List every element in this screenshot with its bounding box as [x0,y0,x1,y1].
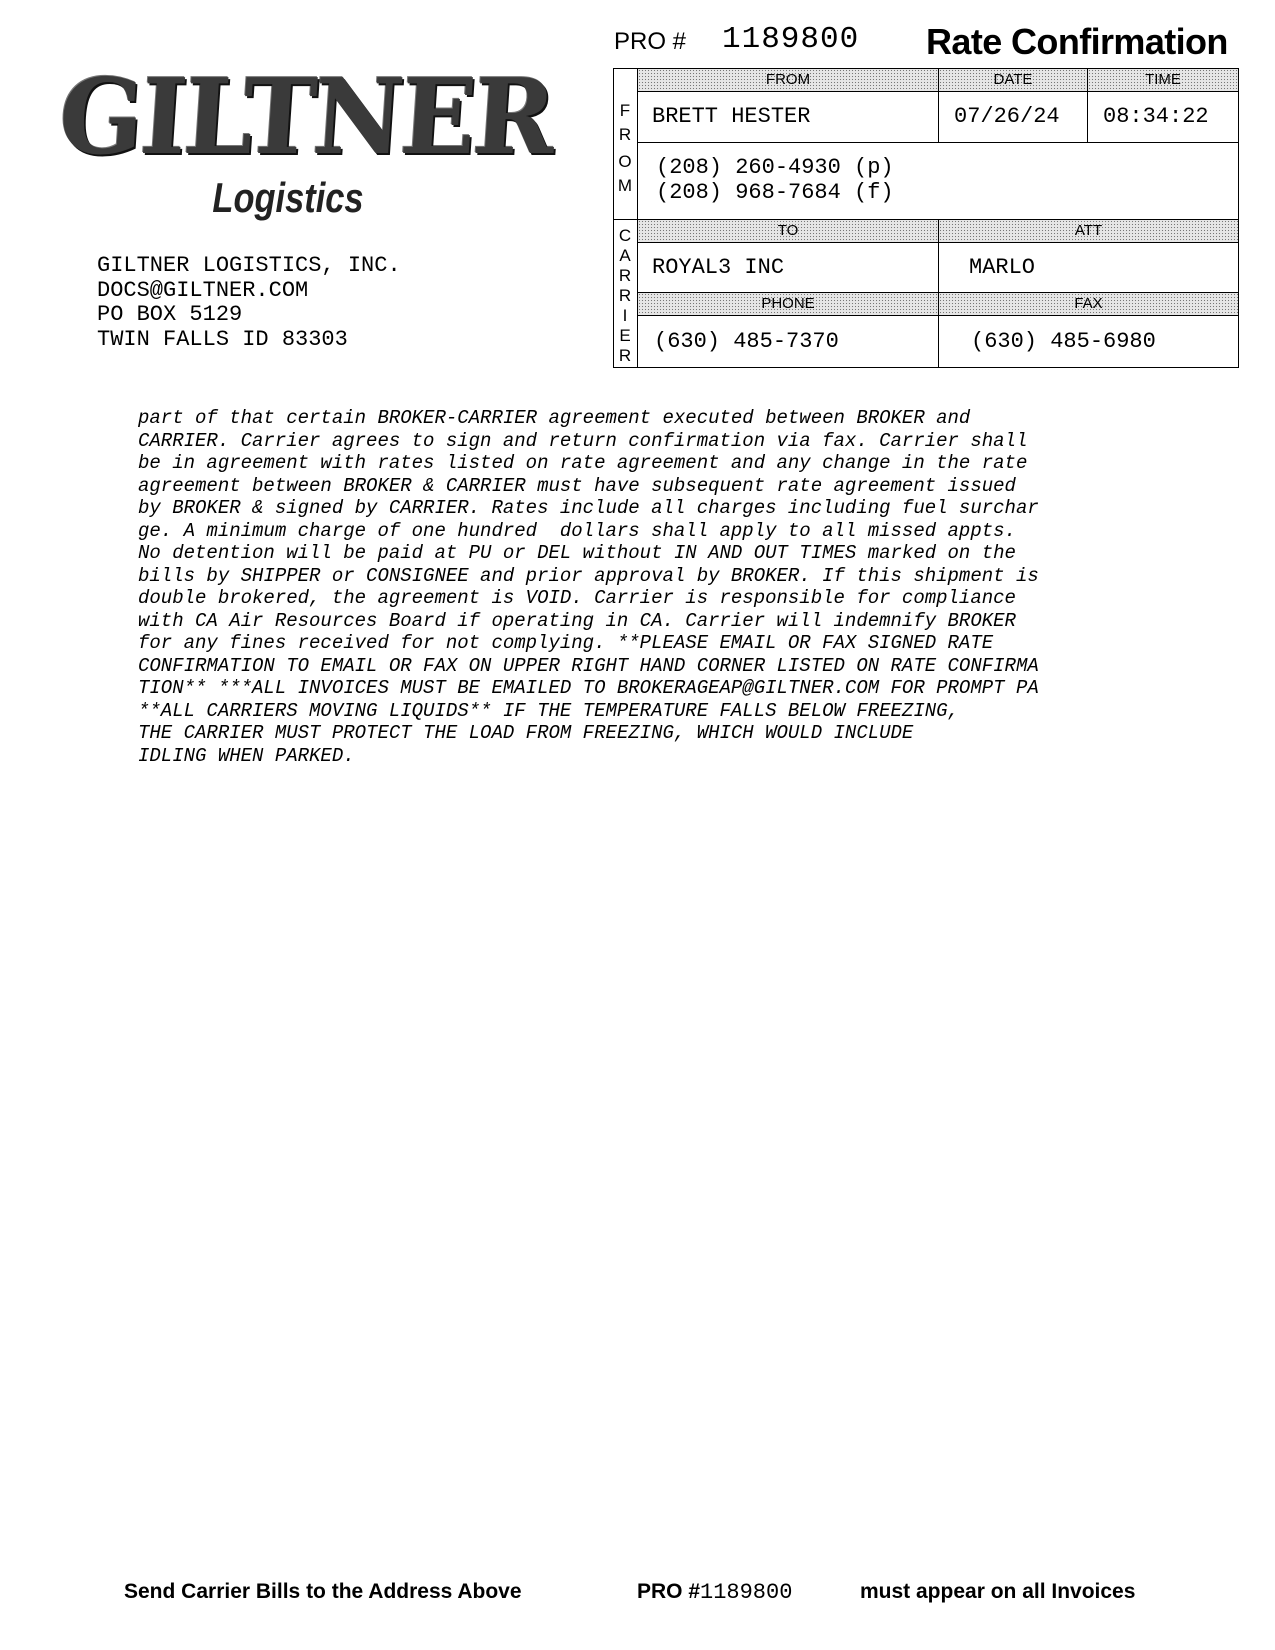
fax-header: FAX [938,292,1239,316]
terms-line: CARRIER. Carrier agrees to sign and return confirmation via fax. Carrier shall [138,429,1028,452]
terms-line: agreement between BROKER & CARRIER must have subsequent rate agreement issued [138,474,1016,497]
carrier-fax: (630) 485-6980 [971,329,1156,354]
side-letter: A [619,246,631,265]
terms-line: ge. A minimum charge of one hundred dollars shall apply to all missed appts. [138,519,1016,542]
date-cell [938,91,1088,143]
carrier-att: MARLO [969,255,1036,280]
from-name: BRETT HESTER [652,104,811,129]
logo-subtitle: Logistics [212,174,364,221]
terms-line: be in agreement with rates listed on rate agreement and any change in the rate [138,452,1028,474]
address-line: GILTNER LOGISTICS, INC. [97,253,401,278]
att-cell [938,242,1239,293]
logo-wordmark: GILTNER [55,55,557,178]
from-fax: (208) 968-7684 (f) [656,180,894,205]
terms-line: double brokered, the agreement is VOID. Carrier is responsible for compliance [138,587,1016,609]
from-header: FROM [637,68,939,92]
to-header: TO [637,219,939,243]
footer-send-note: Send Carrier Bills to the Address Above [124,1580,522,1603]
footer-pro-label: PRO # [637,1580,701,1603]
terms-text [138,407,1158,767]
side-letter: M [617,176,633,195]
time-cell [1087,91,1239,143]
terms-line: **ALL CARRIERS MOVING LIQUIDS** IF THE TEMPERATURE FALLS BELOW FREEZING, [138,699,959,722]
att-header: ATT [938,219,1239,243]
terms-line: THE CARRIER MUST PROTECT THE LOAD FROM FREEZING, WHICH WOULD INCLUDE [138,722,914,744]
side-letter: R [618,125,632,144]
terms-line: TION** ***ALL INVOICES MUST BE EMAILED TO BROKERAGEAP@GILTNER.COM FOR PROMPT PA [138,677,1039,699]
from-contact-cell [637,142,1239,220]
pro-number: 1189800 [722,22,860,57]
side-letter: R [618,266,632,285]
terms-line: by BROKER & signed by CARRIER. Rates include all charges including fuel surchar [138,497,1039,519]
carrier-name: ROYAL3 INC [652,255,785,280]
address-line: DOCS@GILTNER.COM [97,277,309,303]
terms-line: for any fines received for not complying. **PLEASE EMAIL OR FAX SIGNED RATE [138,632,994,654]
side-letter: O [618,152,632,171]
from-phone: (208) 260-4930 (p) [656,155,894,180]
company-logo [48,55,557,222]
address-line: TWIN FALLS ID 83303 [97,326,348,352]
terms-line: with CA Air Resources Board if operating in CA. Carrier will indemnify BROKER [138,609,1016,632]
terms-line: bills by SHIPPER or CONSIGNEE and prior approval by BROKER. If this shipment is [138,564,1039,587]
terms-line: No detention will be paid at PU or DEL without IN AND OUT TIMES marked on the [138,542,1016,564]
carrier-phone-cell [637,315,939,368]
side-letter: C [618,226,632,245]
pro-label: PRO # [614,28,687,55]
side-letter: E [619,326,631,345]
side-letter: R [618,286,632,305]
document-title: Rate Confirmation [926,21,1228,62]
company-address [97,254,401,352]
date-header: DATE [938,68,1088,92]
carrier-fax-cell [938,315,1239,368]
time-header: TIME [1087,68,1239,92]
side-letter: R [618,346,632,365]
carrier-phone: (630) 485-7370 [654,329,839,354]
terms-line: part of that certain BROKER-CARRIER agreement executed between BROKER and [138,407,971,429]
side-letter: I [622,306,628,325]
address-line: PO BOX 5129 [97,302,243,327]
to-cell [637,242,939,293]
terms-line: IDLING WHEN PARKED. [138,744,355,767]
footer-must-note: must appear on all Invoices [860,1580,1136,1603]
footer-pro-number: 1189800 [700,1580,793,1605]
phone-header: PHONE [637,292,939,316]
terms-line: CONFIRMATION TO EMAIL OR FAX ON UPPER RIGHT HAND CORNER LISTED ON RATE CONFIRMA [138,654,1039,677]
time-value: 08:34:22 [1103,104,1209,129]
from-name-cell [637,91,939,143]
rate-info-table [613,68,1239,368]
date-value: 07/26/24 [954,104,1060,129]
side-letter: F [619,101,631,120]
